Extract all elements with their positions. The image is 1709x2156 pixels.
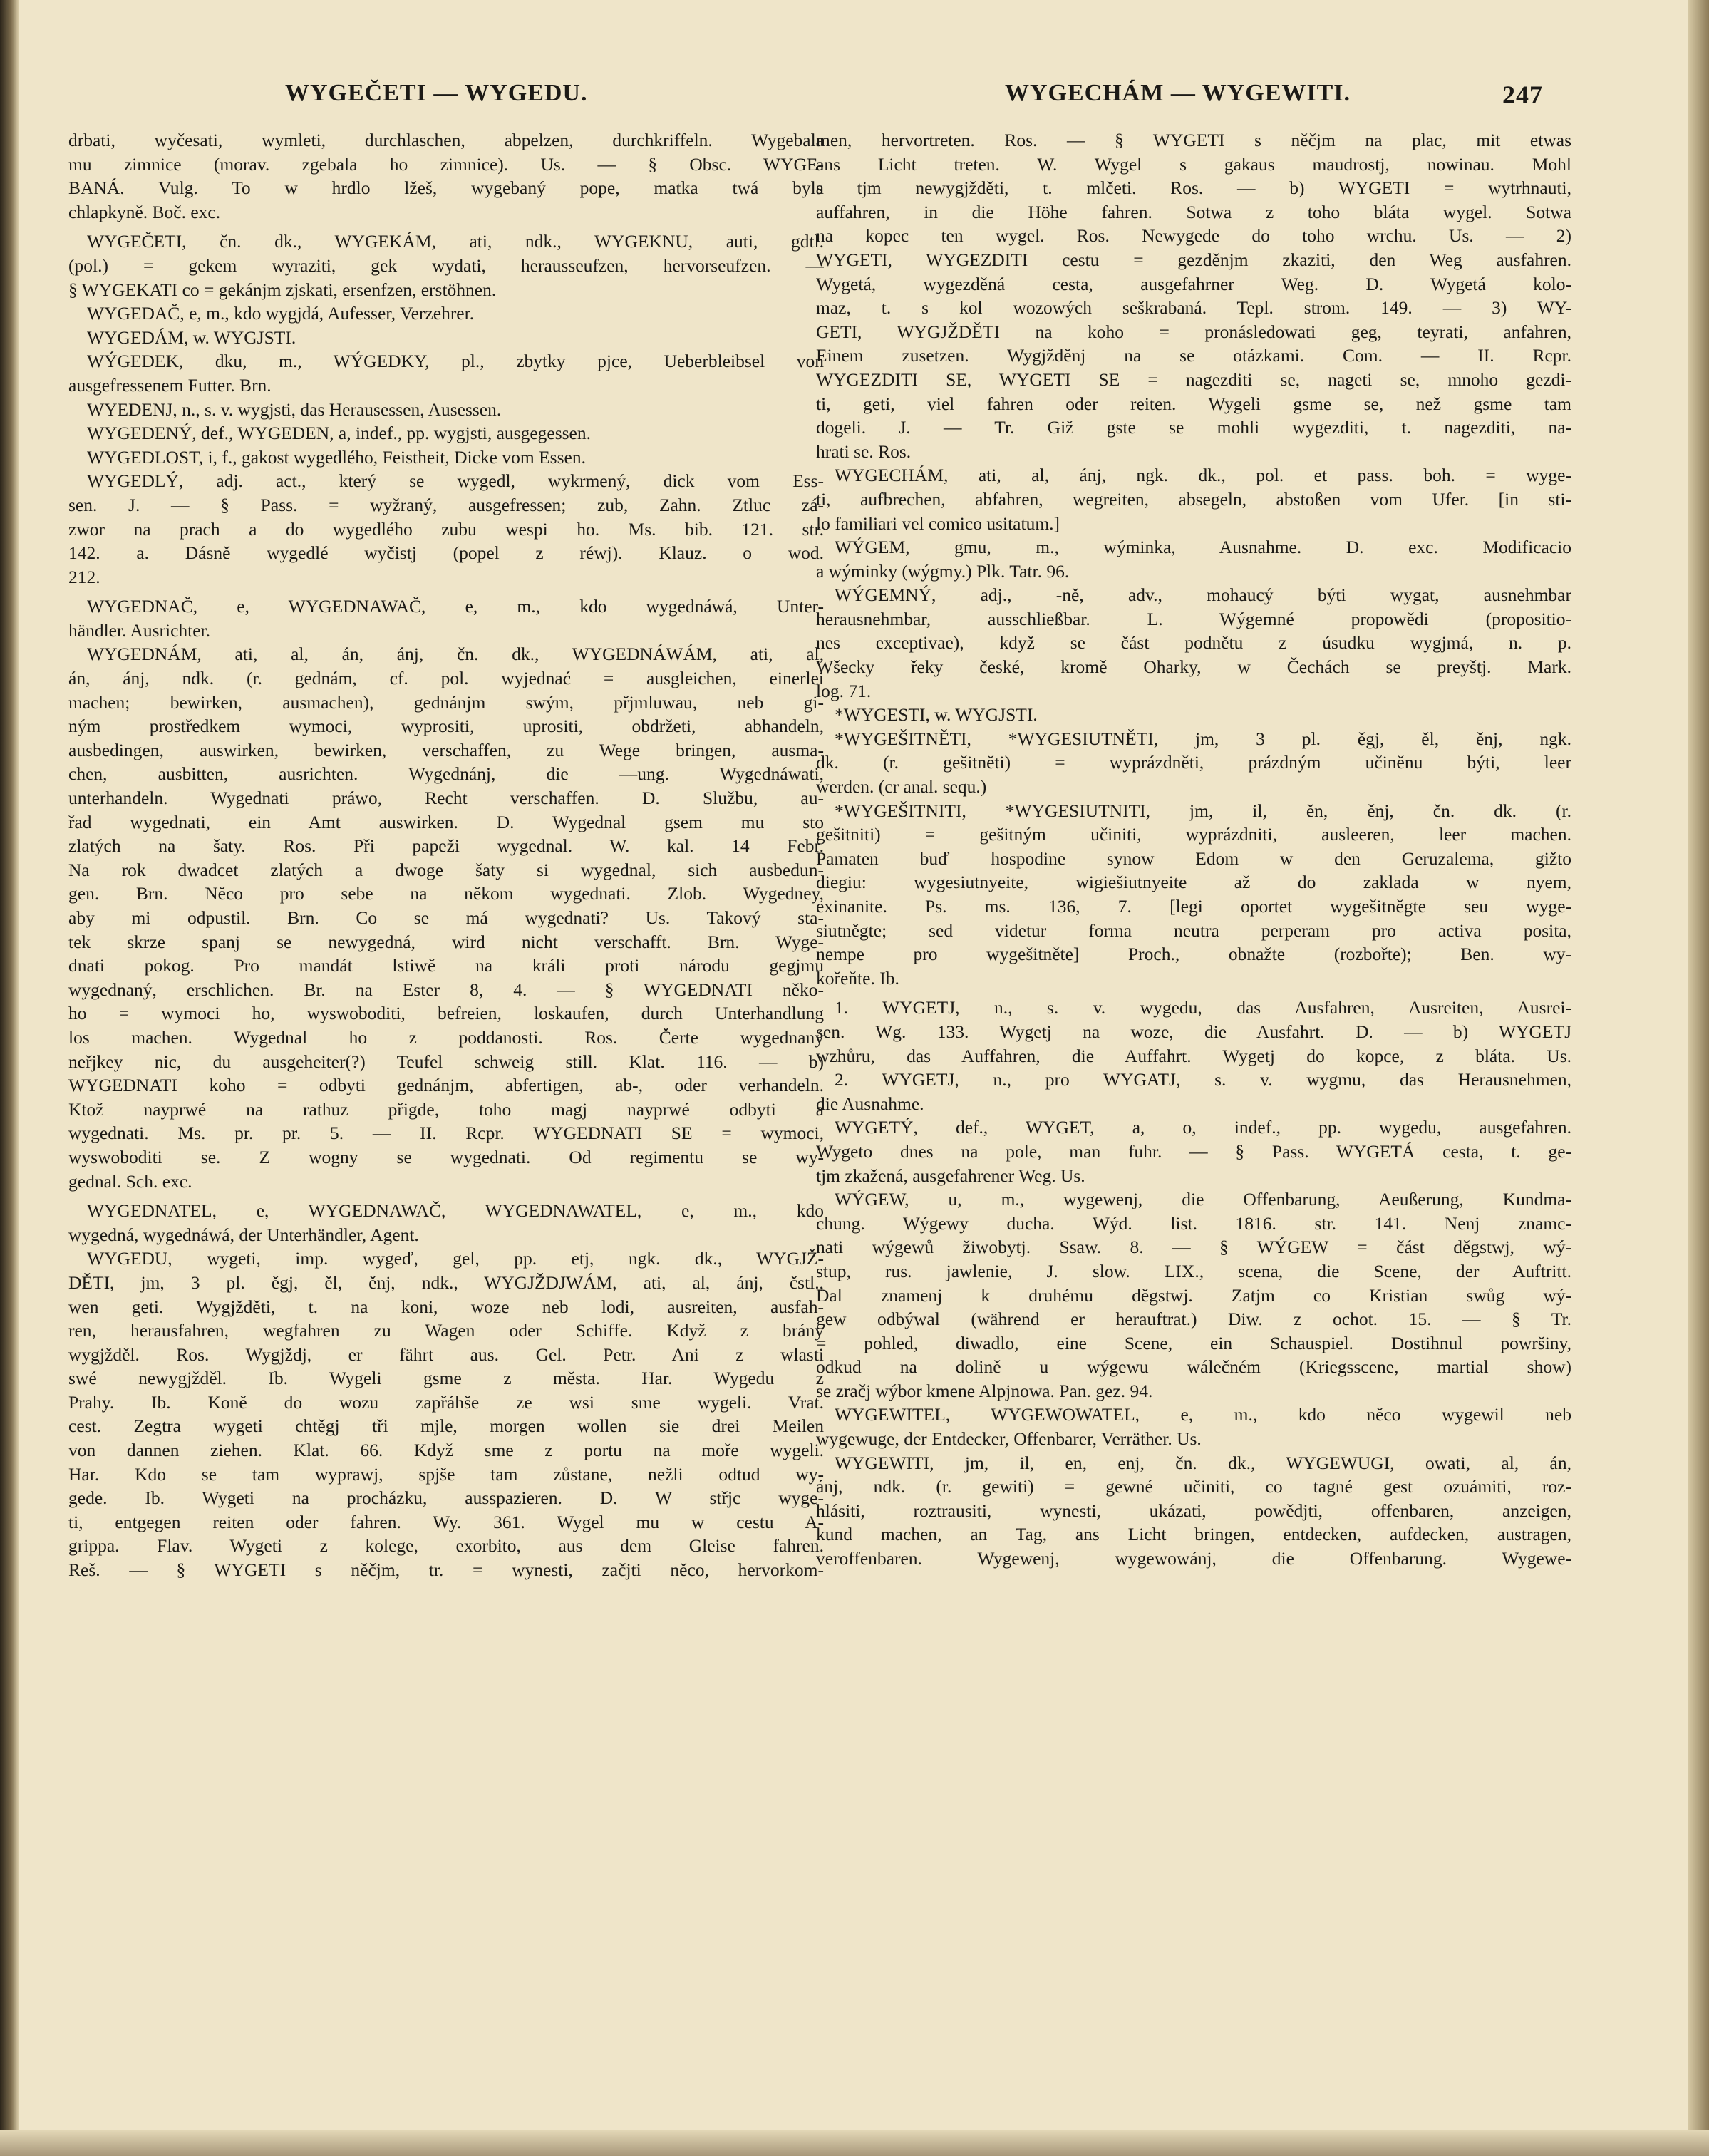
text-line: diegiu: wygesiutnyeite, wigiešiutnyeite až do zaklada w nyem, — [816, 872, 1571, 893]
text-line: WYGEDNATI koho = odbyti gednánjm, abfertigen, ab-, oder verhandeln. — [68, 1075, 824, 1096]
text-line: 2. WYGETJ, n., pro WYGATJ, s. v. wygmu, das Herausnehmen, — [835, 1069, 1571, 1090]
text-line: ti, entgegen reiten oder fahren. Wy. 361. Wygel mu w cestu A- — [68, 1511, 824, 1532]
book-spine-shadow — [0, 0, 19, 2156]
text-line: wygednati. Ms. pr. pr. 5. — II. Rcpr. WYGEDNATI SE = wymoci, — [68, 1123, 824, 1144]
text-line: tjm zkažená, ausgefahrener Weg. Us. — [816, 1165, 1085, 1186]
text-line: ným prostředkem wymoci, wyprositi, uprositi, obdržeti, abhandeln, — [68, 716, 824, 737]
text-line: ans Licht treten. W. Wygel s gakaus maudrostj, nowinau. Mohl — [816, 153, 1571, 175]
text-line: a wýminky (wýgmy.) Plk. Tatr. 96. — [816, 560, 1070, 582]
text-line: Na rok dwadcet zlatých a dwoge šaty si wygednal, sich ausbedun- — [68, 859, 824, 880]
page-edge-right — [1688, 0, 1709, 2156]
text-line: herausnehmbar, ausschließbar. L. Wýgemné propowědi (propositio- — [816, 608, 1571, 629]
text-line: WÝGEW, u, m., wygewenj, die Offenbarung, Aeußerung, Kundma- — [835, 1189, 1571, 1210]
text-line: die Ausnahme. — [816, 1093, 924, 1114]
text-line: WYGEDÁM, w. WYGJSTI. — [87, 326, 296, 348]
text-line: řad wygednati, ein Amt auswirken. D. Wygednal gsem mu sto — [68, 811, 824, 832]
text-line: ausgefressenem Futter. Brn. — [68, 374, 272, 396]
text-line: WYGEWITEL, WYGEWOWATEL, e, m., kdo něco wygewil neb — [835, 1404, 1571, 1425]
right-column — [816, 128, 1571, 2095]
text-line: nes exceptivae), když se část podnětu z úsudku wygjmá, n. p. — [816, 632, 1571, 654]
text-line: 212. — [68, 566, 100, 587]
running-head-right: WYGECHÁM — WYGEWITI. — [1005, 80, 1351, 106]
text-line: neřjkey nic, du ausgeheiter(?) Teufel schweig still. Klat. 116. — b) — [68, 1051, 824, 1072]
text-line: lo familiari vel comico usitatum.] — [816, 512, 1060, 534]
text-line: chung. Wýgewy ducha. Wýd. list. 1816. str. 141. Nenj znamc- — [816, 1212, 1571, 1234]
text-line: wzhůru, das Auffahren, die Auffahrt. Wygetj do kopce, z bláta. Us. — [816, 1045, 1571, 1066]
text-line: aby mi odpustil. Brn. Co se má wygednati? Us. Takový sta- — [68, 907, 824, 928]
text-line: WYGECHÁM, ati, al, ánj, ngk. dk., pol. et pass. boh. = wyge- — [835, 465, 1571, 486]
text-line: gednal. Sch. exc. — [68, 1170, 192, 1192]
text-line: WYGEDENÝ, def., WYGEDEN, a, indef., pp. wygjsti, ausgegessen. — [87, 423, 592, 444]
text-line: sen. Wg. 133. Wygetj na woze, die Ausfahrt. D. — b) WYGETJ — [816, 1021, 1571, 1042]
text-line: von dannen ziehen. Klat. 66. Když sme z portu na moře wygeli. — [68, 1440, 824, 1461]
text-line: WÝGEM, gmu, m., wýminka, Ausnahme. D. exc. Modificacio — [835, 537, 1571, 558]
text-line: Har. Kdo se tam wyprawj, spjše tam zůstane, nežli odtud wy- — [68, 1463, 824, 1485]
text-line: WYGEDNATEL, e, WYGEDNAWAČ, WYGEDNAWATEL, e, m., kdo — [87, 1200, 824, 1222]
text-line: hrati se. Ros. — [816, 440, 912, 462]
text-line: Dal znamenj k druhému děgstwj. Zatjm co Kristian swůg wý- — [816, 1284, 1571, 1306]
text-line: dk. (r. gešitněti) = wyprázdněti, prázdným učiněnu býti, leer — [816, 752, 1571, 773]
text-line: nati wýgewů žiwobytj. Ssaw. 8. — § WÝGEW = část děgstwj, wý- — [816, 1237, 1571, 1258]
text-line: gede. Ib. Wygeti na procházku, ausspazieren. D. W střjc wyge- — [68, 1487, 824, 1509]
text-line: *WYGEŠITNITI, *WYGESIUTNITI, jm, il, ěn, ěnj, čn. dk. (r. — [835, 800, 1571, 821]
text-line: auffahren, in die Höhe fahren. Sotwa z toho bláta wygel. Sotwa — [816, 201, 1571, 222]
text-line: na kopec ten wygel. Ros. Newygede do toho wrchu. Us. — 2) — [816, 225, 1571, 247]
text-line: swé newygjžděl. Ib. Wygeli gsme z města. Har. Wygedu z — [68, 1368, 824, 1389]
text-line: chen, ausbitten, ausrichten. Wygednánj, die —ung. Wygednáwati, — [68, 763, 824, 785]
text-line: wygewuge, der Entdecker, Offenbarer, Verräther. Us. — [816, 1428, 1202, 1450]
text-line: ausbedingen, auswirken, bewirken, verschaffen, zu Wege bringen, ausma- — [68, 739, 824, 760]
text-line: DĚTI, jm, 3 pl. ěgj, ěl, ěnj, ndk., WYGJŽDJWÁM, ati, al, ánj, čstl., — [68, 1272, 824, 1293]
text-line: WYGEDU, wygeti, imp. wygeď, gel, pp. etj, ngk. dk., WYGJŽ- — [87, 1248, 824, 1269]
text-line: = pohled, diwadlo, eine Scene, ein Schauspiel. Dostihnul powršiny, — [816, 1332, 1571, 1353]
left-column — [68, 128, 824, 2095]
text-line: grippa. Flav. Wygeti z kolege, exorbito, aus dem Gleise fahren. — [68, 1535, 824, 1557]
text-line: gen. Brn. Něco pro sebe na někom wygednati. Zlob. Wygedney, — [68, 883, 824, 904]
text-line: WYGEWITI, jm, il, en, enj, čn. dk., WYGEWUGI, owati, al, án, — [835, 1452, 1571, 1473]
text-line: stup, rus. jawlenie, J. slow. LIX., scena, die Scene, der Auftritt. — [816, 1260, 1571, 1281]
text-line: log. 71. — [816, 680, 872, 701]
text-line: Pamaten buď hospodine synow Edom w den Geruzalema, gižto — [816, 847, 1571, 869]
text-line: ti, aufbrechen, abfahren, wegreiten, absegeln, abstoßen vom Ufer. [in sti- — [816, 488, 1571, 510]
text-line: wygjžděl. Ros. Wygjždj, er fährt aus. Gel. Petr. Ani z wlasti — [68, 1343, 824, 1365]
text-line: odkud na dolině u wýgewu wálečném (Kriegsscene, martial show) — [816, 1356, 1571, 1378]
text-line: Einem zusetzen. Wygjžděnj na se otázkami. Com. — II. Rcpr. — [816, 345, 1571, 366]
text-line: ti, geti, viel fahren oder reiten. Wygeli gsme se, než gsme tam — [816, 393, 1571, 414]
text-line: 1. WYGETJ, n., s. v. wygedu, das Ausfahren, Ausreiten, Ausrei- — [835, 997, 1571, 1018]
text-line: machen; bewirken, ausmachen), gednánjm swým, přjmluwau, neb gi- — [68, 691, 824, 713]
text-line: werden. (cr anal. sequ.) — [816, 776, 987, 798]
text-line: WYGEČETI, čn. dk., WYGEKÁM, ati, ndk., WYGEKNU, auti, gdtl. — [87, 231, 824, 252]
text-line: wygednaný, erschlichen. Br. na Ester 8, 4. — § WYGEDNATI něko- — [68, 979, 824, 1000]
text-line: Wšecky řeky české, kromě Oharky, w Čechách se preyštj. Mark. — [816, 656, 1571, 678]
text-line: dnati pokog. Pro mandát lstiwě na králi proti národu gegjmu — [68, 955, 824, 976]
text-line: cest. Zegtra wygeti chtěgj tři mjle, morgen wollen sie drei Meilen — [68, 1415, 824, 1437]
text-line: sen. J. — § Pass. = wyžraný, ausgefressen; zub, Zahn. Ztluc zá- — [68, 494, 824, 515]
text-line: WYGEDLÝ, adj. act., který se wygedl, wykrmený, dick vom Ess- — [87, 470, 824, 492]
text-line: zwor na prach a do wygedlého zubu wespi ho. Ms. bib. 121. str. — [68, 518, 824, 540]
text-line: zlatých na šaty. Ros. Při papeži wygednal. W. kal. 14 Febr. — [68, 835, 824, 857]
text-line: GETI, WYGJŽDĚTI na koho = pronásledowati geg, teyrati, anfahren, — [816, 321, 1571, 342]
text-line: tek skrze spanj se newygedná, wird nicht verschafft. Brn. Wyge- — [68, 931, 824, 952]
text-line: Wygetá, wygezděná cesta, ausgefahrner Weg. D. Wygetá kolo- — [816, 273, 1571, 294]
text-line: se zračj wýbor kmene Alpjnowa. Pan. gez. 94. — [816, 1380, 1153, 1401]
text-line: WYGEDNAČ, e, WYGEDNAWAČ, e, m., kdo wygednáwá, Unter- — [87, 596, 824, 617]
text-line: wen geti. Wygjžděti, t. na koni, woze neb lodi, ausreiten, ausfah- — [68, 1296, 824, 1317]
text-line: Prahy. Ib. Koně do wozu zapřáhše ze wsi sme wygeli. Vrat. — [68, 1391, 824, 1413]
text-line: *WYGEŠITNĚTI, *WYGESIUTNĚTI, jm, 3 pl. ěgj, ěl, ěnj, ngk. — [835, 728, 1571, 749]
text-line: BANÁ. Vulg. To w hrdlo lžeš, wygebaný pope, matka twá byla — [68, 177, 824, 199]
text-line: veroffenbaren. Wygewenj, wygewowánj, die Offenbarung. Wygewe- — [816, 1548, 1571, 1569]
text-line: WYGETI, WYGEZDITI cestu = gezděnjm zkaziti, den Weg ausfahren. — [816, 249, 1571, 270]
text-line: ánj, ndk. (r. gewiti) = gewné učiniti, co tagné gest ozuámiti, roz- — [816, 1476, 1571, 1497]
text-line: maz, t. s kol wozowých seškrabaná. Tepl. strom. 149. — 3) WY- — [816, 297, 1571, 319]
text-line: WÝGEDEK, dku, m., WÝGEDKY, pl., zbytky pjce, Ueberbleibsel von — [87, 351, 824, 372]
text-line: Ktož nayprwé na rathuz přigde, toho magj nayprwé odbyti a — [68, 1098, 824, 1120]
text-line: kořeňte. Ib. — [816, 967, 899, 989]
text-line: chlapkyně. Boč. exc. — [68, 201, 221, 222]
text-line: hlásiti, roztrausiti, wynesti, ukázati, powědjti, offenbaren, anzeigen, — [816, 1500, 1571, 1521]
text-line: WYGEDNÁM, ati, al, án, ánj, čn. dk., WYGEDNÁWÁM, ati, al, — [87, 644, 824, 665]
text-line: § WYGEKATI co = gekánjm zjskati, ersenfzen, erstöhnen. — [68, 279, 497, 300]
text-line: drbati, wyčesati, wymleti, durchlaschen, abpelzen, durchkriffeln. Wygebala — [68, 130, 824, 150]
text-line: los machen. Wygednal ho z poddanosti. Ros. Čerte wygednaný — [68, 1026, 824, 1048]
text-line: wyswoboditi se. Z wogny se wygednati. Od regimentu se wy- — [68, 1146, 824, 1167]
text-line: gew odbýwal (während er herauftrat.) Diw. z ochot. 15. — § Tr. — [816, 1309, 1571, 1330]
text-line: dogeli. J. — Tr. Giž gste se mohli wygezditi, t. nagezditi, na- — [816, 417, 1571, 438]
text-line: unterhandeln. Wygednati práwo, Recht verschaffen. D. Službu, au- — [68, 788, 824, 809]
text-line: wygedná, wygednáwá, der Unterhändler, Agent. — [68, 1224, 419, 1245]
text-line: (pol.) = gekem wyraziti, gek wydati, herausseufzen, hervorseufzen. — — [68, 254, 824, 276]
text-line: siutněgte; sed videtur forma neutra perperam pro activa posita, — [816, 919, 1571, 941]
text-line: ho = wymoci ho, wyswoboditi, befreien, loskaufen, durch Unterhandlung — [68, 1003, 824, 1024]
text-line: händler. Ausrichter. — [68, 619, 210, 641]
text-line: WYGEDAČ, e, m., kdo wygjdá, Aufesser, Verzehrer. — [87, 303, 475, 324]
text-line: gešitniti) = gešitným učiniti, wyprázdniti, ausleeren, leer machen. — [816, 824, 1571, 845]
text-line: mu zimnice (morav. zgebala ho zimnice). Us. — § Obsc. WYGE- — [68, 153, 824, 175]
text-line: WYEDENJ, n., s. v. wygjsti, das Herausessen, Ausessen. — [87, 398, 502, 420]
text-line: WYGEDLOST, i, f., gakost wygedlého, Feistheit, Dicke vom Essen. — [87, 446, 586, 468]
text-line: WÝGEMNÝ, adj., -ně, adv., mohaucý býti wygat, ausnehmbar — [835, 584, 1571, 606]
text-line: WYGEZDITI SE, WYGETI SE = nagezditi se, nageti se, mnoho gezdi- — [816, 368, 1571, 390]
page-edge-bottom — [0, 2130, 1709, 2156]
text-line: án, ánj, ndk. (r. gednám, cf. pol. wyjednać = ausgleichen, einerlei — [68, 668, 824, 689]
text-line: ren, herausfahren, wegfahren zu Wagen oder Schiffe. Když z brány — [68, 1320, 824, 1341]
text-line: Reš. — § WYGETI s něčjm, tr. = wynesti, začjti něco, hervorkom- — [68, 1559, 824, 1581]
text-line: WYGETÝ, def., WYGET, a, o, indef., pp. wygedu, ausgefahren. — [835, 1117, 1571, 1138]
running-head-left: WYGEČETI — WYGEDU. — [285, 80, 588, 106]
text-line: men, hervortreten. Ros. — § WYGETI s něčjm na plac, mit etwas — [816, 130, 1571, 150]
text-line: Wygeto dnes na pole, man fuhr. — § Pass. WYGETÁ cesta, t. ge- — [816, 1140, 1571, 1162]
text-line: exinanite. Ps. ms. 136, 7. [legi oportet wygešitněgte seu wyge- — [816, 896, 1571, 917]
page-number: 247 — [1502, 81, 1543, 109]
text-line: *WYGESTI, w. WYGJSTI. — [835, 704, 1038, 726]
text-line: nempe pro wygešitněte] Proch., obnažte (rozbořte); Ben. wy- — [816, 944, 1571, 965]
text-line: kund machen, an Tag, ans Licht bringen, entdecken, aufdecken, austragen, — [816, 1524, 1571, 1545]
text-line: 142. a. Dásně wygedlé wyčistj (popel z réwj). Klauz. o wod. — [68, 542, 824, 564]
text-line: s tjm newygjžděti, t. mlčeti. Ros. — b) WYGETI = wytrhnauti, — [816, 177, 1571, 199]
